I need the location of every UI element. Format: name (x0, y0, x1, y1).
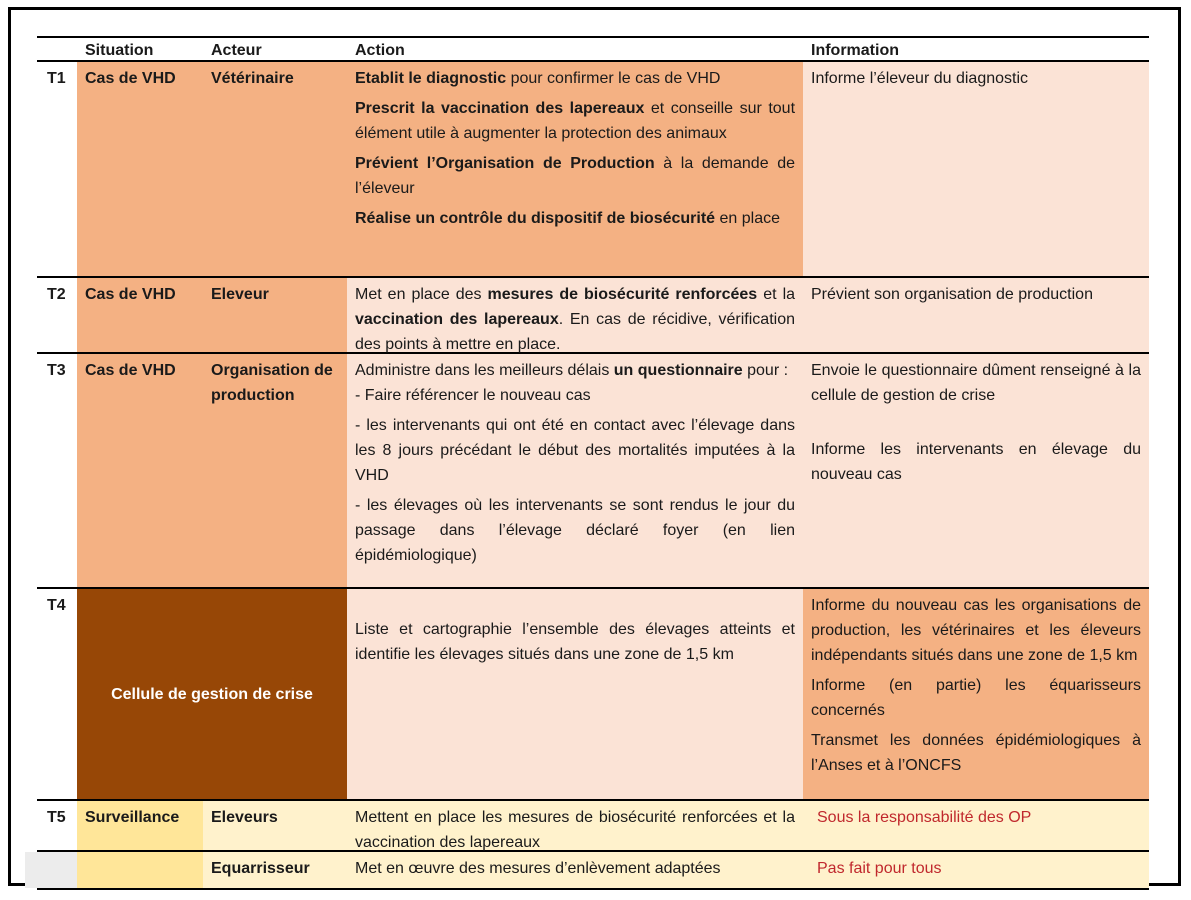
header-acteur: Acteur (211, 42, 262, 59)
action-bold: un questionnaire (613, 362, 743, 379)
table-row-t2 (37, 278, 1149, 354)
header-action: Action (355, 42, 405, 59)
acteur-cell: Eleveur (203, 278, 347, 352)
action-text: Met en place des (355, 286, 488, 303)
action-text: . En cas de récidive, vérification des points à mettre en place. (355, 311, 795, 353)
action-text: pour : (742, 362, 789, 379)
action-bold: Prévient l’Organisation de Production (355, 155, 655, 172)
action-text: Mettent en place les mesures de biosécurité renforcées et la vaccination des lapereaux (355, 809, 795, 851)
acteur-cell: Equarrisseur (203, 852, 347, 888)
information-cell (803, 278, 1149, 352)
information-text: Informe du nouveau cas les organisations de production, les vétérinaires et les éleveurs indépendants situés dans une zone de 1,5 km (811, 597, 1141, 664)
acteur-cell: Vétérinaire (203, 62, 347, 276)
situation-cell: Surveillance (77, 801, 203, 850)
information-text: Prévient son organisation de production (811, 286, 1093, 303)
action-text: Liste et cartographie l’ensemble des élevages atteints et identifie les élevages situés dans une zone de 1,5 km (355, 621, 795, 663)
acteur-cell: Eleveurs (203, 801, 347, 850)
action-cell (347, 62, 803, 276)
row-label (25, 852, 77, 888)
table-row-t5 (37, 801, 1149, 852)
action-cell (347, 354, 803, 587)
situation-cell (77, 852, 203, 888)
vhd-table (37, 36, 1149, 890)
situation-cell: Cas de VHD (77, 278, 203, 352)
information-text: Informe (en partie) les équarisseurs concernés (811, 677, 1141, 719)
action-text: Administre dans les meilleurs délais (355, 362, 614, 379)
action-bold: Prescrit la vaccination des lapereaux (355, 100, 645, 117)
row-label: T1 (47, 70, 66, 87)
table-row-t3 (37, 354, 1149, 589)
header-situation: Situation (85, 42, 154, 59)
action-bullet: - Faire référencer le nouveau cas (355, 387, 591, 404)
table-row-t4 (37, 589, 1149, 801)
row-label: T2 (47, 286, 66, 303)
situation-cell: Cas de VHD (77, 62, 203, 276)
action-text: Met en œuvre des mesures d’enlèvement adaptées (355, 860, 721, 877)
information-cell (803, 852, 1149, 888)
header-t (37, 38, 77, 60)
action-text: et conseille sur tout élément utile à augmenter la protection des animaux (355, 100, 796, 142)
row-label: T3 (47, 362, 66, 379)
action-bullet: - les intervenants qui ont été en contact avec l’élevage dans les 8 jours précédant le début des mortalités imputées à la VHD (355, 417, 795, 484)
information-cell (803, 589, 1149, 799)
action-bold: vaccination des lapereaux (355, 311, 559, 328)
information-text: Informe l’éleveur du diagnostic (811, 70, 1029, 87)
action-cell (347, 589, 803, 799)
information-text: Sous la responsabilité des OP (817, 809, 1032, 826)
situation-cell: Cas de VHD (77, 354, 203, 587)
action-text: et la (757, 286, 796, 303)
header-information: Information (811, 42, 899, 59)
table-row-t5b (37, 852, 1149, 890)
information-text: Informe les intervenants en élevage du nouveau cas (811, 441, 1141, 483)
action-cell (347, 801, 803, 850)
action-text: à la demande de l’éleveur (355, 155, 795, 197)
information-cell (803, 801, 1149, 850)
document-frame (8, 7, 1181, 886)
row-label: T4 (47, 597, 66, 614)
action-cell (347, 278, 803, 352)
action-text: pour confirmer le cas de VHD (506, 70, 721, 87)
information-text: Transmet les données épidémiologiques à l’Anses et à l’ONCFS (811, 732, 1141, 774)
information-text: Pas fait pour tous (817, 860, 942, 877)
crisis-cell: Cellule de gestion de crise (77, 589, 347, 799)
information-text: Envoie le questionnaire dûment renseigné à la cellule de gestion de crise (811, 362, 1141, 404)
table-row-t1 (37, 62, 1149, 278)
row-label: T5 (47, 809, 66, 826)
action-cell (347, 852, 803, 888)
information-cell (803, 62, 1149, 276)
action-bullet: - les élevages où les intervenants se sont rendus le jour du passage dans l’élevage déclaré foyer (en lien épidémiologique) (355, 497, 795, 564)
action-bold: Réalise un contrôle du dispositif de biosécurité (355, 210, 716, 227)
information-cell (803, 354, 1149, 587)
acteur-cell: Organisation de production (203, 354, 347, 587)
table-header (37, 36, 1149, 62)
action-text: en place (715, 210, 780, 227)
action-bold: mesures de biosécurité renforcées (487, 286, 758, 303)
action-bold: Etablit le diagnostic (355, 70, 507, 87)
